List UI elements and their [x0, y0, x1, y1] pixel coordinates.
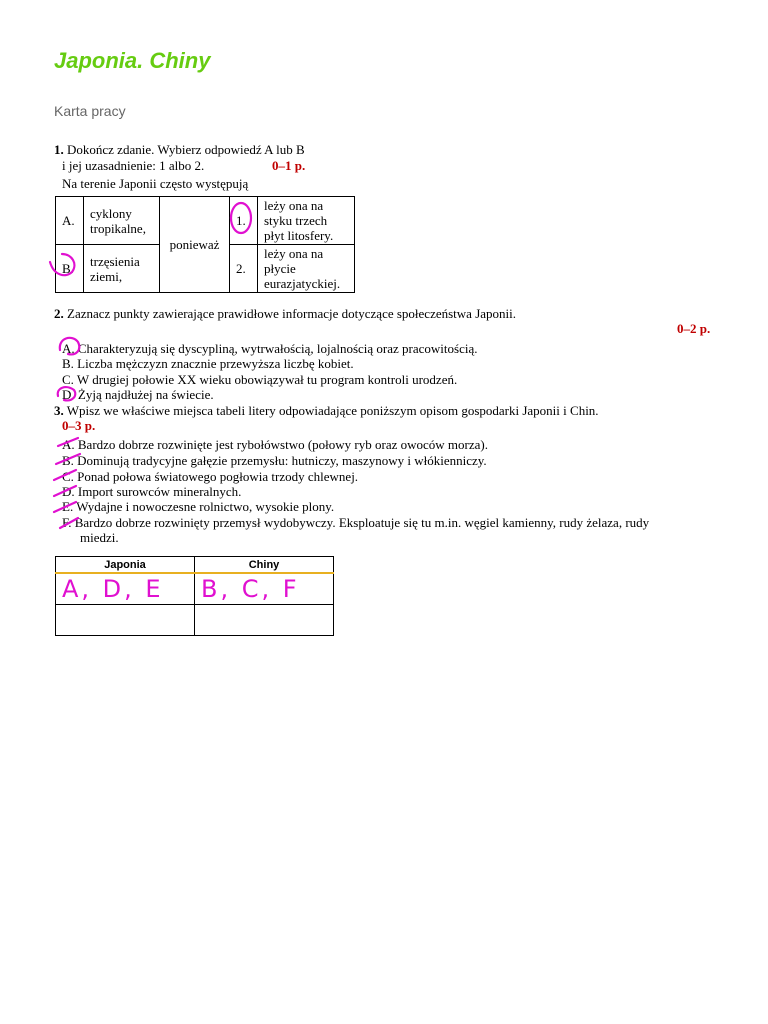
q1-line2-text: i jej uzasadnienie: 1 albo 2. [62, 158, 205, 173]
page-subtitle: Karta pracy [54, 103, 126, 119]
q3-item-c: C. Ponad połowa światowego pogłowia trzody chlewnej. [62, 469, 359, 484]
q2-item-d: D. Żyją najdłużej na świecie. [62, 387, 214, 402]
q1-option-b-letter: B. [56, 245, 84, 293]
page-title: Japonia. Chiny [54, 48, 211, 73]
q2-item-a: A. Charakteryzują się dyscypliną, wytrwałością, lojalnością oraz pracowitością. [62, 341, 478, 356]
q3-chiny-answer-cell[interactable] [195, 573, 334, 605]
q3-japonia-answer-cell[interactable] [56, 573, 195, 605]
q1-option-b-text: trzęsienia ziemi, [84, 245, 160, 293]
q3-line [54, 403, 599, 418]
q3-item-f-cont: miedzi. [80, 530, 119, 545]
q1-connector: ponieważ [160, 197, 230, 293]
q3-empty-cell[interactable] [56, 605, 195, 636]
q3-item-e: E. Wydajne i nowoczesne rolnictwo, wysokie plony. [62, 499, 335, 514]
q1-line1 [54, 142, 305, 157]
q2-item-b: B. Liczba mężczyzn znacznie przewyższa liczbę kobiet. [62, 356, 354, 371]
q2-item-c: C. W drugiej połowie XX wieku obowiązywał tu program kontroli urodzeń. [62, 372, 458, 387]
q1-option-1-number: 1. [230, 197, 258, 245]
q1-line3: Na terenie Japonii często występują [62, 176, 249, 191]
q2-points: 0–2 p. [677, 321, 711, 336]
q1-answer-table [55, 196, 355, 293]
q3-chiny-answer: B, C, F [201, 575, 300, 603]
q1-option-2-text: leży ona na płycie eurazjatyckiej. [258, 245, 355, 293]
q1-number: 1. [54, 142, 64, 157]
q1-option-a-letter: A. [56, 197, 84, 245]
q3-points: 0–3 p. [62, 418, 96, 433]
q3-item-b: B. Dominują tradycyjne gałęzie przemysłu: hutniczy, maszynowy i włókienniczy. [62, 453, 487, 468]
q3-japonia-answer: A, D, E [62, 575, 164, 603]
q3-instruction: Wpisz we właściwe miejsca tabeli litery odpowiadające poniższym opisom gospodarki Japonii i Chin. [66, 403, 599, 418]
q2-number: 2. [54, 306, 64, 321]
q3-number: 3. [54, 403, 64, 418]
q3-empty-cell[interactable] [195, 605, 334, 636]
q2-instruction: Zaznacz punkty zawierające prawidłowe informacje dotyczące społeczeństwa Japonii. [67, 306, 517, 321]
q2-line [54, 306, 516, 321]
q1-instruction: Dokończ zdanie. Wybierz odpowiedź A lub B [67, 142, 305, 157]
q3-item-f: F. Bardzo dobrze rozwinięty przemysł wydobywczy. Eksploatuje się tu m.in. węgiel kamienny, rudy żelaza, rudy [62, 515, 650, 530]
q3-item-d: D. Import surowców mineralnych. [62, 484, 242, 499]
q3-col-japonia: Japonia [56, 557, 195, 574]
q3-col-chiny: Chiny [195, 557, 334, 574]
q1-option-2-number: 2. [230, 245, 258, 293]
q3-answer-table [55, 556, 334, 636]
q3-item-a: A. Bardzo dobrze rozwinięte jest rybołówstwo (połowy ryb oraz owoców morza). [62, 437, 488, 452]
q1-points: 0–1 p. [272, 158, 306, 173]
q1-option-1-text: leży ona na styku trzech płyt litosfery. [258, 197, 355, 245]
q1-option-a-text: cyklony tropikalne, [84, 197, 160, 245]
